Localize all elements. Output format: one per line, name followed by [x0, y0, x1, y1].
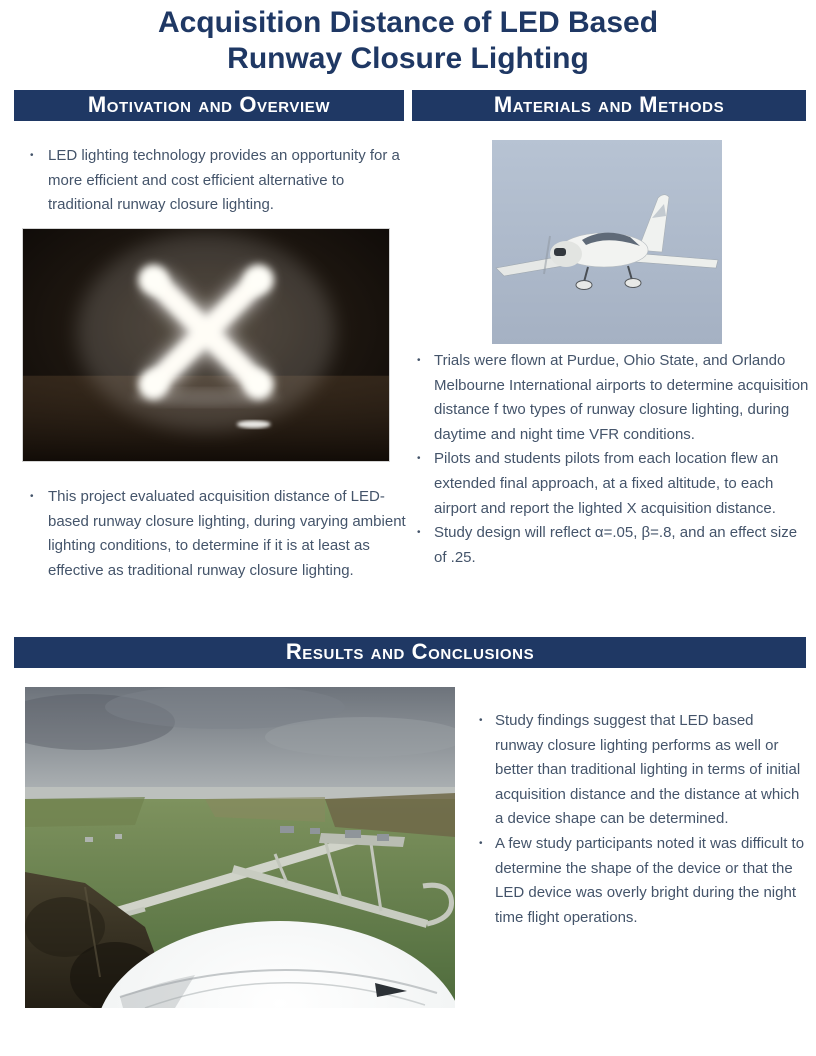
materials-bullets	[412, 349, 810, 570]
section-header-materials-label: Materials and Methods	[493, 91, 725, 117]
night-lighted-x-illustration	[23, 229, 389, 461]
aerial-airport-illustration	[25, 687, 455, 1008]
section-header-results-label: Results and Conclusions	[285, 638, 535, 664]
aircraft-in-flight-photo	[492, 140, 722, 344]
section-header-results	[14, 637, 806, 668]
motivation-intro-bullets	[26, 144, 406, 218]
aircraft-illustration	[492, 140, 722, 344]
title-line-1: Acquisition Distance of LED Based	[157, 6, 659, 39]
results-bullets	[468, 709, 806, 930]
bullet-item: • Pilots and students pilots from each location flew an extended final approach, at a fixed altitude, to each airport and report the lighted X acquisition distance.	[412, 447, 810, 521]
poster-title	[0, 5, 816, 77]
bullet-item: • This project evaluated acquisition distance of LED-based runway closure lighting, during varying ambient lighting conditions, to determine if it is at least as effective as traditional runway closure lighting.	[26, 485, 406, 583]
bullet-item: • A few study participants noted it was difficult to determine the shape of the device or that the LED device was overly bright during the night time flight operations.	[468, 832, 806, 930]
bullet-item: • Study design will reflect α=.05, β=.8, and an effect size of .25.	[412, 521, 810, 570]
section-header-motivation-label: Motivation and Overview	[87, 91, 331, 117]
title-line-2: Runway Closure Lighting	[227, 42, 589, 75]
bullet-item: • LED lighting technology provides an opportunity for a more efficient and cost efficient alternative to traditional runway closure lighting.	[26, 144, 406, 218]
bullet-item: • Study findings suggest that LED based runway closure lighting performs as well or better than traditional lighting in terms of initial acquisition distance and the distance at which a device shape can be determined.	[468, 709, 806, 832]
bullet-item: • Trials were flown at Purdue, Ohio State, and Orlando Melbourne International airports to determine acquisition distance f two types of runway closure lighting, during daytime and night time VFR conditions.	[412, 349, 810, 447]
aerial-airport-photo	[25, 687, 455, 1008]
section-header-motivation	[14, 90, 404, 121]
motivation-summary-bullets	[26, 485, 406, 583]
section-header-materials	[412, 90, 806, 121]
night-lighted-x-photo	[22, 228, 390, 462]
